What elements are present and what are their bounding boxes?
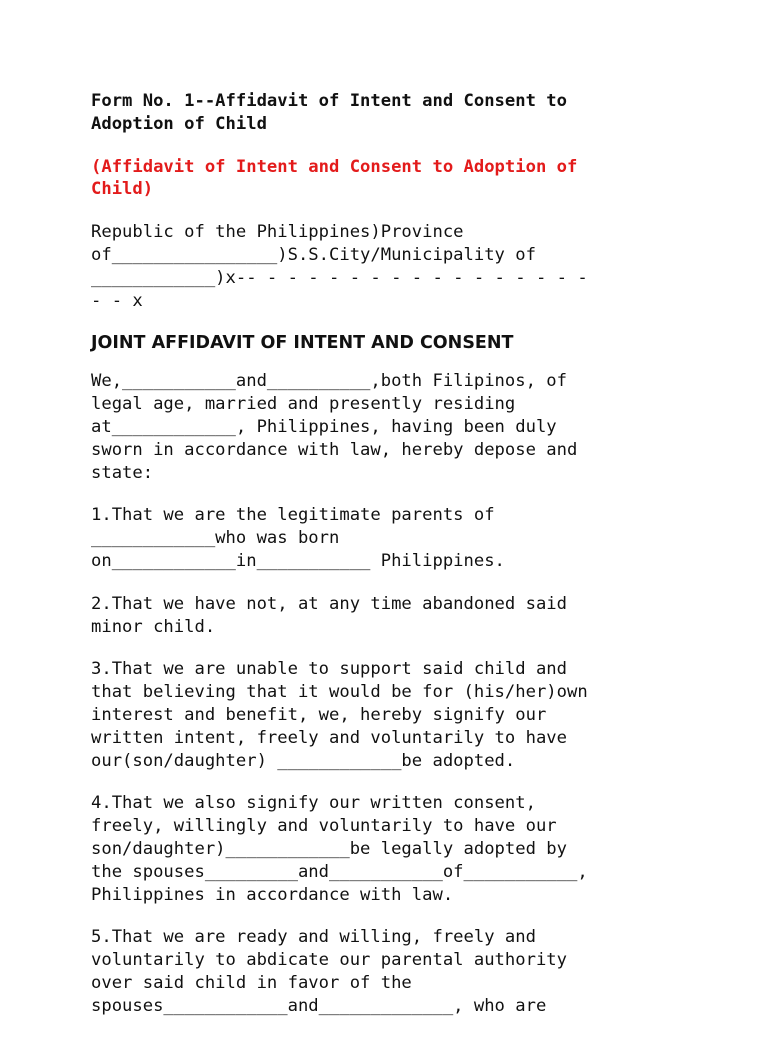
affidavit-heading: JOINT AFFIDAVIT OF INTENT AND CONSENT: [91, 333, 514, 354]
paragraph-line: We,___________and__________,both Filipinos, of: [91, 371, 567, 392]
paragraph-line: legal age, married and presently residing: [91, 394, 516, 415]
paragraph-line: 4.That we also signify our written consent,: [91, 793, 536, 814]
paragraph-line: that believing that it would be for (his/her)own: [91, 682, 588, 703]
venue-block: [91, 221, 691, 312]
paragraph-4: [91, 792, 691, 906]
intro-paragraph: [91, 370, 691, 484]
paragraph-line: written intent, freely and voluntarily to have: [91, 727, 567, 748]
form-title-line: Form No. 1--Affidavit of Intent and Consent to: [91, 91, 567, 111]
paragraph-line: son/daughter)____________be legally adopted by: [91, 838, 567, 859]
paragraph-2: [91, 593, 691, 639]
paragraph-line: 1.That we are the legitimate parents of: [91, 505, 495, 526]
venue-line: - - x: [91, 290, 143, 311]
form-subtitle-line: Child): [91, 179, 154, 200]
form-subtitle: [91, 156, 691, 202]
paragraph-line: Philippines in accordance with law.: [91, 884, 454, 905]
paragraph-line: interest and benefit, we, hereby signify our: [91, 704, 547, 725]
paragraph-line: ____________who was born: [91, 528, 340, 549]
venue-line: of________________)S.S.City/Municipality of: [91, 244, 536, 265]
paragraph-5: [91, 926, 691, 1017]
paragraph-line: on____________in___________ Philippines.: [91, 550, 505, 571]
venue-line: ____________)x-- - - - - - - - - - - - - - - - -: [91, 267, 588, 288]
form-subtitle-line: (Affidavit of Intent and Consent to Adoption of: [91, 156, 578, 177]
paragraph-line: state:: [91, 462, 154, 483]
paragraph-line: minor child.: [91, 616, 216, 637]
paragraph-line: 3.That we are unable to support said child and: [91, 659, 567, 680]
paragraph-3: [91, 658, 691, 772]
form-title: [91, 90, 691, 136]
paragraph-line: at____________, Philippines, having been duly: [91, 416, 557, 437]
paragraph-1: [91, 504, 691, 572]
paragraph-line: over said child in favor of the: [91, 972, 412, 993]
paragraph-line: the spouses_________and___________of___________,: [91, 861, 588, 882]
paragraph-line: voluntarily to abdicate our parental authority: [91, 950, 567, 971]
paragraph-line: freely, willingly and voluntarily to have our: [91, 816, 557, 837]
affidavit-document: [91, 90, 691, 1038]
paragraph-line: sworn in accordance with law, hereby depose and: [91, 439, 578, 460]
paragraph-line: our(son/daughter) ____________be adopted.: [91, 750, 516, 771]
venue-line: Republic of the Philippines)Province: [91, 222, 464, 243]
paragraph-line: spouses____________and_____________, who are: [91, 995, 547, 1016]
form-title-line: Adoption of Child: [91, 113, 267, 134]
paragraph-line: 5.That we are ready and willing, freely and: [91, 927, 536, 948]
paragraph-line: 2.That we have not, at any time abandoned said: [91, 593, 567, 614]
